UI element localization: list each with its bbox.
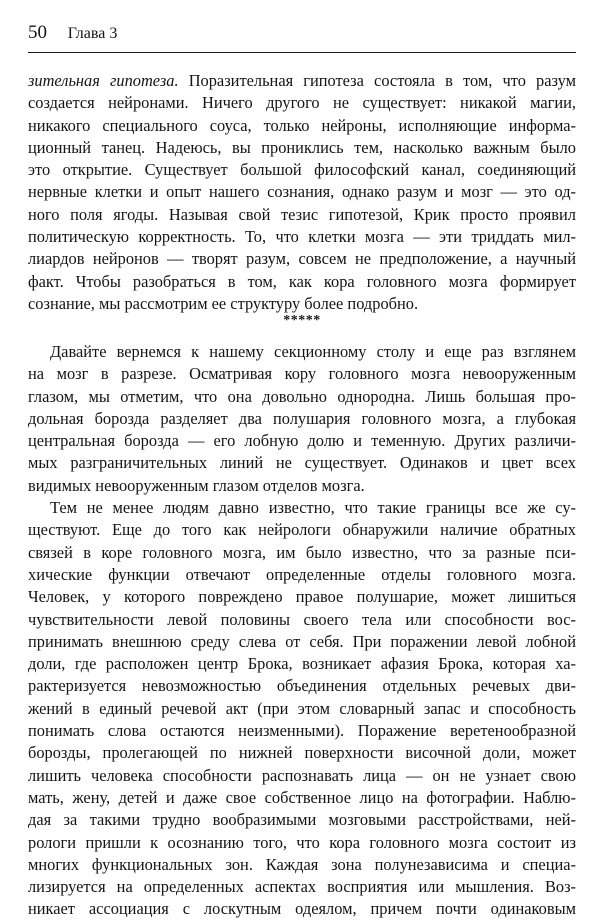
text-line: хические функции отвечают определенные отделы головного мозга. — [28, 564, 576, 584]
text-line: лиардов нейронов — творят разум, совсем не предположение, а научный — [28, 249, 576, 269]
text-line: связей в коре головного мозга, им было известно, что за разные пси- — [28, 542, 576, 562]
text-line: создается нейронами. Ничего другого не существует: никакой магии, — [28, 93, 576, 113]
text-line: ционный танец. Надеюсь, вы прониклись тем, насколько важным было — [28, 137, 576, 157]
text-line: многих функциональных зон. Каждая зона полунезависима и специа- — [28, 854, 576, 874]
text-line: жений в единый речевой акт (при этом словарный запас и способность — [28, 698, 576, 718]
text-line: на мозг в разрезе. Осматривая кору головного мозга невооруженным — [28, 364, 576, 384]
text-line: чувствительности левой половины своего тела или способности вос- — [28, 609, 576, 629]
text-line: видимых невооруженным глазом отделов мозга. — [28, 475, 365, 495]
text-line: нервные клетки и опыт нашего сознания, однако разум и мозг — это од- — [28, 182, 576, 202]
running-header — [28, 19, 576, 47]
text-line: понимать слова остаются неизменными). Поражение веретенообразной — [28, 721, 576, 741]
text-line: лизируется на определенных аспектах восприятия или мышления. Воз- — [28, 877, 576, 897]
text-line: Тем не менее людям давно известно, что такие границы все же су- — [50, 498, 576, 518]
text-line: сознание, мы рассмотрим ее структуру более подробно. — [28, 293, 419, 313]
text-line: зительная гипотеза. Поразительная гипотеза состояла в том, что разум — [28, 71, 576, 90]
chapter-title: Глава 3 — [67, 25, 118, 42]
text-line: дая за такими трудно вообразимыми мозговыми расстройствами, ней- — [28, 810, 576, 830]
text-line: лишить человека способности распознавать лица — он не узнает свою — [28, 765, 576, 785]
text-line: центральная борозда — его лобную долю и теменную. Других различи- — [28, 431, 576, 451]
text-line: никакого специального соуса, только нейроны, исполняющие информа- — [28, 115, 576, 135]
text-line: дольная борозда разделяет два полушария головного мозга, а глубокая — [28, 408, 576, 428]
text-line: Давайте вернемся к нашему секционному столу и еще раз взглянем — [50, 342, 576, 361]
text-line: Человек, у которого повреждено правое полушарие, может лишиться — [28, 587, 576, 607]
text-line: борозды, пролегающей по нижней поверхности височной доли, может — [28, 743, 576, 763]
text-line: доли, где расположен центр Брока, возникает афазия Брока, которая ха- — [28, 654, 576, 674]
text-line: рактеризуется невозможностью объединения отдельных речевых дви- — [28, 676, 576, 696]
text-line: рологи пришли к осознанию того, что кора головного мозга состоит из — [28, 832, 576, 852]
text-line: мых разграничительных линий не существует. Одинаков и цвет всех — [28, 453, 576, 473]
text-line: ществуют. Еще до того как нейрологи обнаружили наличие обратных — [28, 520, 576, 540]
body-section-1 — [28, 70, 576, 315]
body-section-2 — [28, 341, 576, 921]
text-line: это открытие. Существует большой философский канал, соединяющий — [28, 160, 576, 180]
header-rule — [28, 52, 576, 53]
text-line: ного поля ягоды. Называя свой тезис гипотезой, Крик просто проявил — [28, 204, 576, 224]
text-line: принимать внешнюю среду слева от себя. При поражении левой лобной — [28, 631, 576, 651]
italic-term: зительная гипотеза. — [28, 71, 179, 90]
text-line: никает ассоциация с лоскутным одеялом, причем почти одинаковым — [28, 899, 576, 919]
text-line: политическую корректность. То, что клетки мозга — эти триддать мил- — [28, 227, 576, 247]
page-number: 50 — [28, 22, 47, 43]
text-line: факт. Чтобы разобраться в том, как кора головного мозга формирует — [28, 271, 576, 291]
section-separator: ***** — [283, 313, 321, 328]
text-line: глазом, мы отметим, что она довольно однородна. Лишь большая про- — [28, 386, 576, 406]
text-line: мать, жену, детей и даже свое собственное лицо на фотографии. Наблю- — [28, 787, 576, 807]
